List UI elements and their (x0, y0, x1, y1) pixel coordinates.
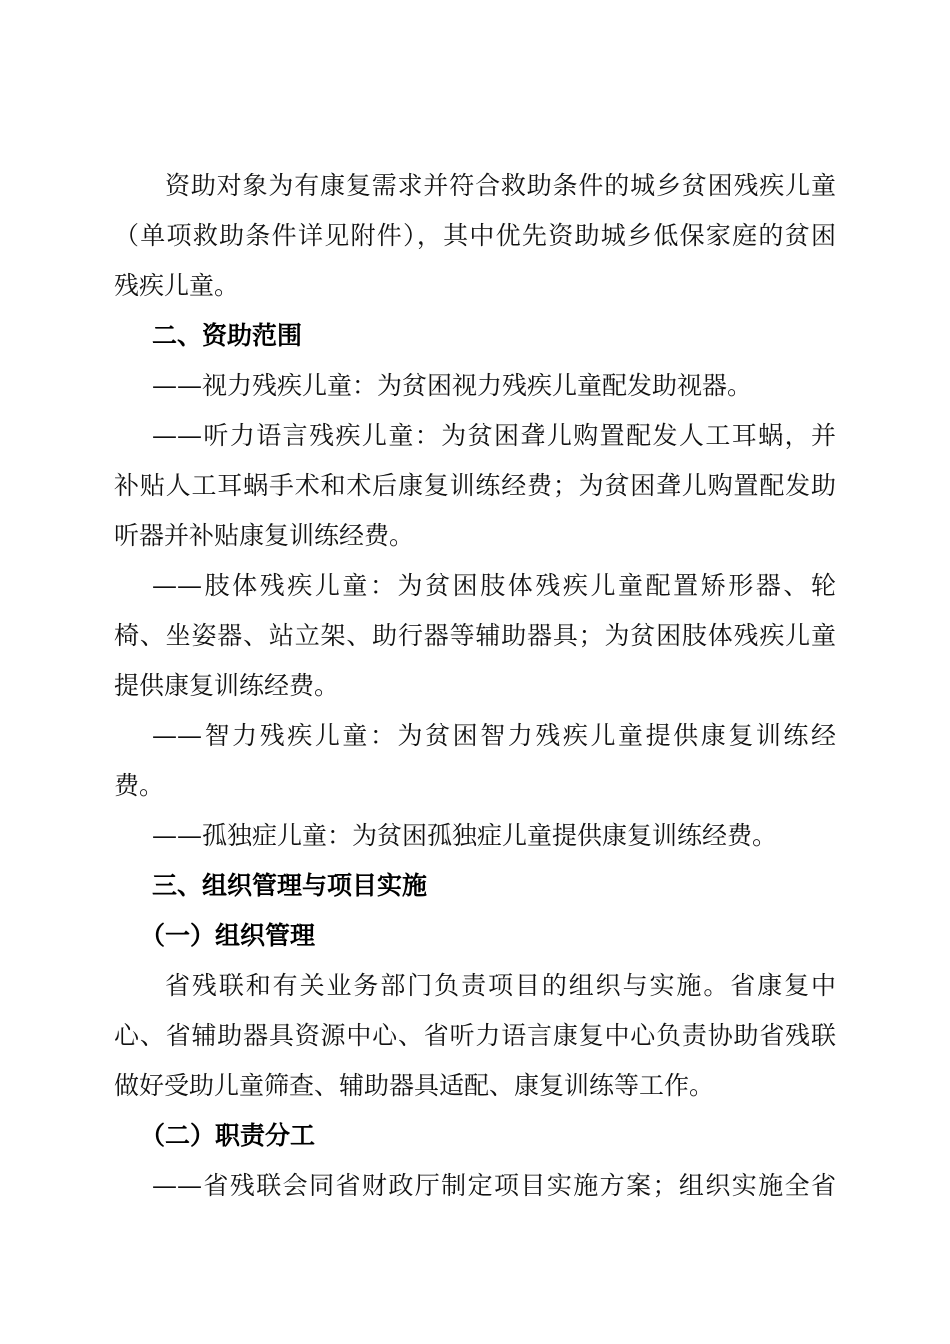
paragraph-line: 心、省辅助器具资源中心、省听力语言康复中心负责协助省残联 (114, 1021, 836, 1050)
paragraph-line: 补贴人工耳蜗手术和术后康复训练经费；为贫困聋儿购置配发助 (114, 471, 836, 500)
paragraph-line: 费。 (114, 771, 165, 800)
paragraph-line: ——听力语言残疾儿童：为贫困聋儿购置配发人工耳蜗，并 (152, 421, 836, 450)
section-heading-scope: 二、资助范围 (152, 321, 303, 350)
paragraph-line: 做好受助儿童筛查、辅助器具适配、康复训练等工作。 (114, 1071, 715, 1100)
paragraph-line: （单项救助条件详见附件），其中优先资助城乡低保家庭的贫困 (114, 221, 836, 250)
paragraph-line: 资助对象为有康复需求并符合救助条件的城乡贫困残疾儿童 (165, 171, 836, 200)
paragraph-line: ——省残联会同省财政厅制定项目实施方案；组织实施全省 (152, 1171, 836, 1200)
paragraph-line: ——视力残疾儿童：为贫困视力残疾儿童配发助视器。 (152, 371, 753, 400)
paragraph-line: 残疾儿童。 (114, 271, 240, 300)
subsection-heading-org: （一）组织管理 (140, 921, 316, 950)
paragraph-line: ——肢体残疾儿童：为贫困肢体残疾儿童配置矫形器、轮 (152, 571, 836, 600)
paragraph-line: ——孤独症儿童：为贫困孤独症儿童提供康复训练经费。 (152, 821, 778, 850)
paragraph-line: 省残联和有关业务部门负责项目的组织与实施。省康复中 (165, 971, 836, 1000)
section-heading-org: 三、组织管理与项目实施 (152, 871, 428, 900)
paragraph-line: 椅、坐姿器、站立架、助行器等辅助器具；为贫困肢体残疾儿童 (114, 621, 836, 650)
paragraph-line: ——智力残疾儿童：为贫困智力残疾儿童提供康复训练经 (152, 721, 836, 750)
paragraph-line: 听器并补贴康复训练经费。 (114, 521, 415, 550)
subsection-heading-duty: （二）职责分工 (140, 1121, 316, 1150)
paragraph-line: 提供康复训练经费。 (114, 671, 340, 700)
